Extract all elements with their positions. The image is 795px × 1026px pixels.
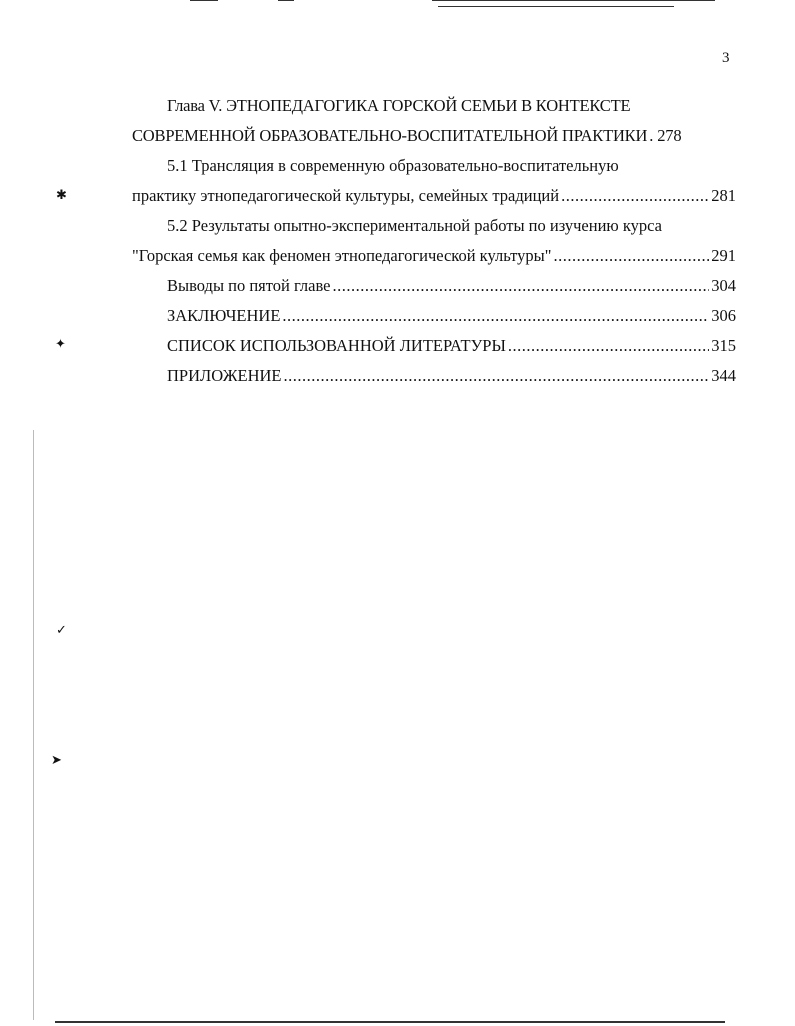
toc-entry-chapter-5-line-2 — [132, 125, 736, 147]
dot-leader — [649, 125, 655, 147]
dot-leader — [282, 305, 709, 327]
toc-entry-chapter-5-line-1 — [167, 95, 736, 117]
dot-leader — [553, 245, 709, 267]
toc-entry-text: ЗАКЛЮЧЕНИЕ — [167, 306, 281, 325]
toc-entry-conclusion — [167, 305, 736, 327]
toc-entry-section-5-2-line-2 — [132, 245, 736, 267]
toc-entry-text: "Горская семья как феномен этнопедагогической культуры" — [132, 246, 552, 265]
toc-entry-text: СОВРЕМЕННОЙ ОБРАЗОВАТЕЛЬНО-ВОСПИТАТЕЛЬНОЙ ПРАКТИКИ — [132, 126, 648, 145]
scan-edge-top-line-2 — [278, 0, 294, 1]
toc-entry-appendix — [167, 365, 736, 387]
toc-entry-text: 5.1 Трансляция в современную образовательно-воспитательную — [167, 156, 619, 175]
toc-entry-section-5-2-line-1 — [167, 215, 736, 237]
scan-mark-2: ✦ — [55, 337, 66, 352]
scan-mark-1: ✱ — [56, 188, 67, 203]
toc-entry-text: СПИСОК ИСПОЛЬЗОВАННОЙ ЛИТЕРАТУРЫ — [167, 336, 506, 355]
toc-entry-page: 281 — [711, 186, 736, 205]
toc-entry-text: практику этнопедагогической культуры, семейных традиций — [132, 186, 560, 205]
toc-entry-text: 5.2 Результаты опытно-экспериментальной работы по изучению курса — [167, 216, 662, 235]
dot-leader — [332, 275, 709, 297]
toc-entry-page: 278 — [657, 126, 682, 145]
toc-entry-section-5-1-line-2 — [132, 185, 736, 207]
toc-entry-conclusions — [167, 275, 736, 297]
toc-entry-text: ПРИЛОЖЕНИЕ — [167, 366, 282, 385]
toc-entry-bibliography — [167, 335, 736, 357]
scan-edge-left-line — [33, 430, 34, 1020]
page-number: 3 — [722, 50, 730, 66]
toc-entry-page: 344 — [711, 366, 736, 385]
toc-entry-page: 306 — [711, 306, 736, 325]
dot-leader — [508, 335, 709, 357]
toc-entry-text: Выводы по пятой главе — [167, 276, 331, 295]
toc-entry-page: 304 — [711, 276, 736, 295]
scan-edge-top-line-3 — [432, 0, 715, 1]
scan-edge-bottom-line — [55, 1021, 725, 1023]
toc-entry-page: 291 — [711, 246, 736, 265]
dot-leader — [283, 365, 709, 387]
toc-entry-page: 315 — [711, 336, 736, 355]
scan-mark-4: ➤ — [51, 753, 62, 768]
toc-entry-section-5-1-line-1 — [167, 155, 736, 177]
toc-entry-text: Глава V. ЭТНОПЕДАГОГИКА ГОРСКОЙ СЕМЬИ В КОНТЕКСТЕ — [167, 96, 631, 115]
scan-edge-top-line-1 — [190, 0, 218, 1]
scan-mark-3: ✓ — [56, 623, 67, 638]
dot-leader — [561, 185, 709, 207]
scan-edge-top-line-4 — [438, 6, 674, 7]
